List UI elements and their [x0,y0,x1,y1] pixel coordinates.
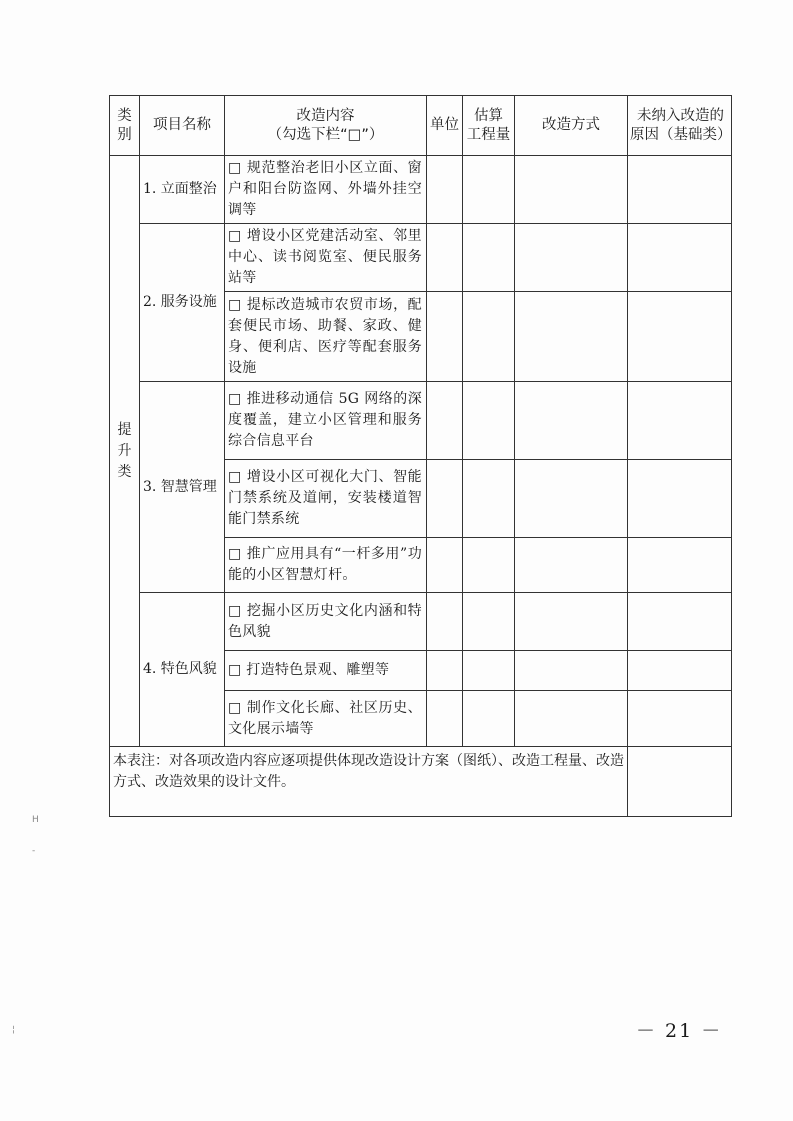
content-item-checkbox[interactable]: □ 提标改造城市农贸市场，配套便民市场、助餐、家政、健身、便利店、医疗等配套服务设施 [225,292,427,382]
reason-cell[interactable] [628,651,732,691]
method-cell[interactable] [515,460,628,538]
estimate-cell[interactable] [463,156,515,224]
method-cell[interactable] [515,156,628,224]
estimate-cell[interactable] [463,224,515,292]
unit-cell[interactable] [427,292,463,382]
estimate-cell[interactable] [463,691,515,747]
header-content-line1: 改造内容 [296,107,355,124]
group-name-2: 2. 服务设施 [140,224,225,382]
header-method: 改造方式 [515,96,628,156]
content-item-checkbox[interactable]: □ 推广应用具有“一杆多用”功能的小区智慧灯杆。 [225,538,427,593]
unit-cell[interactable] [427,651,463,691]
method-cell[interactable] [515,382,628,460]
unit-cell[interactable] [427,538,463,593]
renovation-form-table [109,95,732,817]
category-cell [110,156,140,747]
group-name-1: 1. 立面整治 [140,156,225,224]
header-category [110,96,140,156]
header-row [110,96,732,156]
unit-cell[interactable] [427,691,463,747]
estimate-cell[interactable] [463,292,515,382]
estimate-cell[interactable] [463,382,515,460]
method-cell[interactable] [515,651,628,691]
method-cell[interactable] [515,538,628,593]
content-item-checkbox[interactable]: □ 推进移动通信 5G 网络的深度覆盖，建立小区管理和服务综合信息平台 [225,382,427,460]
unit-cell[interactable] [427,460,463,538]
estimate-cell[interactable] [463,460,515,538]
estimate-cell[interactable] [463,651,515,691]
reason-cell[interactable] [628,382,732,460]
header-estimate-line2: 工程量 [466,126,511,143]
unit-cell[interactable] [427,156,463,224]
reason-cell[interactable] [628,156,732,224]
margin-mark: H [32,815,39,825]
note-empty-cell [628,747,732,817]
unit-cell[interactable] [427,224,463,292]
content-item-checkbox[interactable]: □ 增设小区可视化大门、智能门禁系统及道闸，安装楼道智能门禁系统 [225,460,427,538]
table-row [110,224,732,292]
content-item-checkbox[interactable]: □ 规范整治老旧小区立面、窗户和阳台防盗网、外墙外挂空调等 [225,156,427,224]
reason-cell[interactable] [628,460,732,538]
reason-cell[interactable] [628,538,732,593]
header-project-name: 项目名称 [140,96,225,156]
estimate-cell[interactable] [463,593,515,651]
group-name-3: 3. 智慧管理 [140,382,225,593]
reason-cell[interactable] [628,292,732,382]
header-unit: 单位 [427,96,463,156]
estimate-cell[interactable] [463,538,515,593]
content-item-checkbox[interactable]: □ 打造特色景观、雕塑等 [225,651,427,691]
content-item-checkbox[interactable]: □ 制作文化长廊、社区历史、文化展示墙等 [225,691,427,747]
header-content [225,96,427,156]
header-content-line2: （勾选下栏“□”） [267,126,384,143]
content-item-checkbox[interactable]: □ 挖掘小区历史文化内涵和特色风貌 [225,593,427,651]
method-cell[interactable] [515,593,628,651]
header-reason [628,96,732,156]
header-reason-line1: 未纳入改造的 [637,107,724,124]
header-estimate [463,96,515,156]
unit-cell[interactable] [427,593,463,651]
category-label: 提 升 类 [117,421,132,480]
margin-mark: ¦ [12,1025,16,1035]
table-row [110,156,732,224]
reason-cell[interactable] [628,691,732,747]
header-estimate-line1: 估算 [474,107,503,124]
page-number: － 21 － [636,1020,723,1042]
table-note: 本表注：对各项改造内容应逐项提供体现改造设计方案（图纸）、改造工程量、改造方式、改造效果的设计文件。 [110,747,628,817]
reason-cell[interactable] [628,224,732,292]
content-item-checkbox[interactable]: □ 增设小区党建活动室、邻里中心、读书阅览室、便民服务站等 [225,224,427,292]
method-cell[interactable] [515,691,628,747]
note-row [110,747,732,817]
header-reason-line2: 原因（基础类） [630,126,732,143]
reason-cell[interactable] [628,593,732,651]
method-cell[interactable] [515,224,628,292]
table-row [110,382,732,460]
unit-cell[interactable] [427,382,463,460]
group-name-4: 4. 特色风貌 [140,593,225,747]
table-row [110,593,732,651]
margin-mark: - [32,846,36,856]
method-cell[interactable] [515,292,628,382]
header-category-text: 类 别 [117,107,132,143]
